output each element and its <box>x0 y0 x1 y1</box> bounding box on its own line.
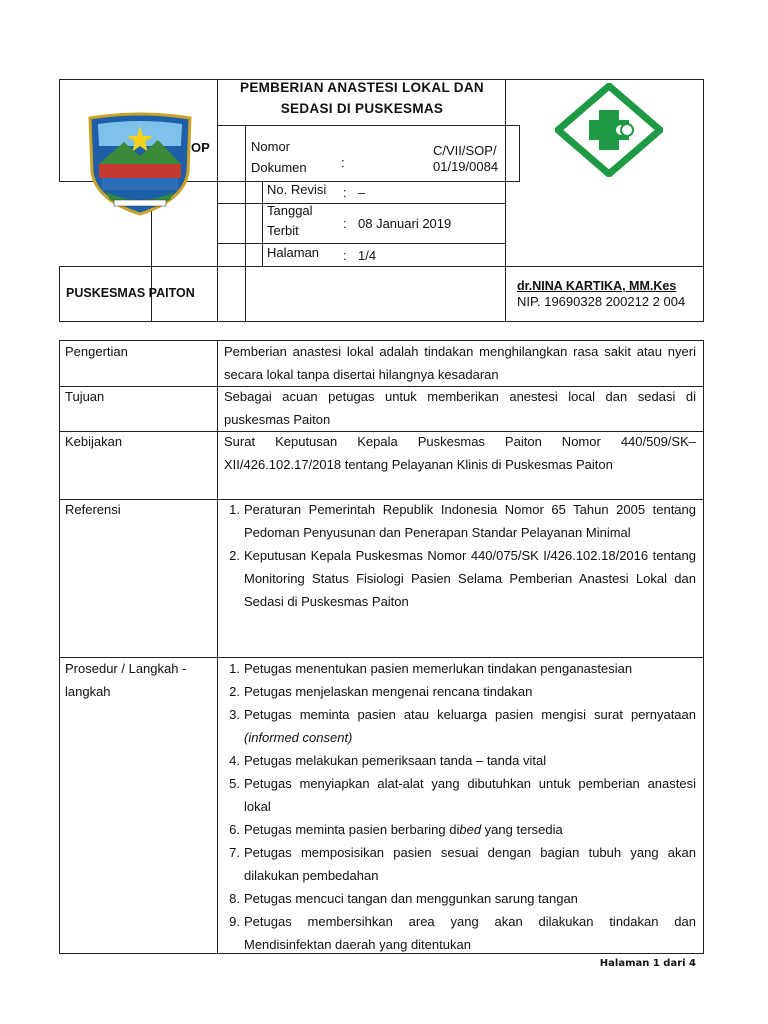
terbit-label: Terbit <box>267 223 299 238</box>
halaman-label: Halaman <box>267 245 320 260</box>
list-item <box>218 544 696 613</box>
header-bottom-border <box>59 321 704 322</box>
nomor-value-1: C/VII/SOP/ <box>433 143 497 158</box>
list-item-number: 8. <box>229 891 240 906</box>
nomor-label: Nomor <box>251 139 291 154</box>
revisi-colon: : <box>343 185 347 200</box>
halaman-value: 1/4 <box>358 248 377 263</box>
prosedur-list <box>218 657 696 956</box>
halaman-colon: : <box>343 248 347 263</box>
list-item <box>218 887 696 910</box>
list-item-text: Keputusan Kepala Puskesmas Nomor 440/075/SK I/426.102.18/2016 tentang Monitoring Status Fisiologi Pasien Selama Pemberian Anastesi Lokal dan Sedasi di Puskesmas Paiton <box>244 548 696 609</box>
list-item-text: Petugas menyiapkan alat-alat yang dibutuhkan untuk pemberian anastesi lokal <box>244 776 696 814</box>
list-item-italic-text: bed <box>459 822 482 837</box>
list-item-number: 7. <box>229 845 240 860</box>
referensi-list <box>218 498 696 613</box>
list-item-number: 2. <box>229 684 240 699</box>
header-left-border <box>59 79 60 182</box>
tanggal-value: 08 Januari 2019 <box>358 216 452 231</box>
puskesmas-logo-icon <box>555 83 663 177</box>
list-item-number: 4. <box>229 753 240 768</box>
page-number-footer: Halaman 1 dari 4 <box>599 958 696 969</box>
prosedur-label-line-1: Prosedur / Langkah - <box>65 661 187 676</box>
regional-emblem-icon <box>84 112 196 216</box>
document-title-line-1: PEMBERIAN ANASTESI LOKAL DAN <box>240 80 484 95</box>
sop-label: OP <box>191 140 210 155</box>
list-item-number: 3. <box>229 707 240 722</box>
prosedur-label-line-2: langkah <box>65 684 111 699</box>
title-bottom-line <box>217 125 520 126</box>
list-item-text: Petugas meminta pasien berbaring di <box>244 822 460 837</box>
signer-left-border <box>505 266 506 322</box>
tanggal-colon: : <box>343 216 347 231</box>
dokumen-label: Dokumen <box>251 160 307 175</box>
table-right-border <box>703 340 704 954</box>
list-item-text: Petugas menentukan pasien memerlukan tindakan penganastesian <box>244 661 633 676</box>
list-item-text: Petugas menjelaskan mengenai rencana tindakan <box>244 684 533 699</box>
revisi-bottom-line <box>217 203 506 204</box>
puskesmas-row-top-border <box>59 266 704 267</box>
puskesmas-name: PUSKESMAS PAITON <box>66 286 195 300</box>
pengertian-text: Pemberian anastesi lokal adalah tindakan menghilangkan rasa sakit atau nyeri secara lokal tanpa disertai hilangnya kesadaran <box>224 344 696 382</box>
info-col-line-2 <box>262 181 263 266</box>
referensi-label: Referensi <box>65 502 121 517</box>
logo-column-line <box>151 201 152 322</box>
nomor-value-2: 01/19/0084 <box>433 159 499 174</box>
list-item <box>218 657 696 680</box>
list-item-text: Petugas melakukan pemeriksaan tanda – tanda vital <box>244 753 547 768</box>
signer-nip: NIP. 19690328 200212 2 004 <box>517 294 686 309</box>
signer-name: dr.NINA KARTIKA, MM.Kes <box>517 279 677 293</box>
nomor-colon: : <box>341 155 345 170</box>
tujuan-text: Sebagai acuan petugas untuk memberikan anestesi local dan sedasi di puskesmas Paiton <box>224 389 696 427</box>
list-item-text: Petugas meminta pasien atau keluarga pasien mengisi surat pernyataan <box>244 707 696 722</box>
list-item-number: 2. <box>229 548 240 563</box>
list-item <box>218 910 696 956</box>
list-item-text-after: yang tersedia <box>481 822 563 837</box>
list-item-italic-text: (informed consent) <box>244 730 353 745</box>
list-item-text: Petugas mencuci tangan dan menggunkan sarung tangan <box>244 891 578 906</box>
header-left-border-lower <box>59 266 60 322</box>
list-item-number: 1. <box>229 502 240 517</box>
list-item <box>218 772 696 818</box>
list-item-number: 9. <box>229 914 240 929</box>
list-item-number: 6. <box>229 822 240 837</box>
list-item-text: Petugas memposisikan pasien sesuai dengan bagian tubuh yang akan dilakukan pembedahan <box>244 845 696 883</box>
kebijakan-label: Kebijakan <box>65 434 123 449</box>
kebijakan-text: Surat Keputusan Kepala Puskesmas Paiton Nomor 440/509/SK–XII/426.102.17/2018 tentang Pelayanan Klinis di Puskesmas Paiton <box>224 434 696 472</box>
header-right-border <box>703 79 704 322</box>
document-title-line-2: SEDASI DI PUSKESMAS <box>280 101 444 116</box>
list-item <box>218 680 696 703</box>
tanggal-bottom-line <box>217 243 506 244</box>
list-item-text: Petugas membersihkan area yang akan dilakukan tindakan dan Mendisinfektan daerah yang ditentukan <box>244 914 696 952</box>
list-item-text: Peraturan Pemerintah Republik Indonesia Nomor 65 Tahun 2005 tentang Pedoman Penyusunan dan Penerapan Standar Pelayanan Minimal <box>244 502 696 540</box>
list-item <box>218 749 696 772</box>
list-item <box>218 703 696 749</box>
pengertian-label: Pengertian <box>65 344 128 359</box>
revisi-value: – <box>358 185 366 200</box>
list-item-number: 5. <box>229 776 240 791</box>
tujuan-label: Tujuan <box>65 389 105 404</box>
table-left-border <box>59 340 60 954</box>
info-col-line-1 <box>245 125 246 322</box>
list-item <box>218 498 696 544</box>
revisi-label: No. Revisi <box>267 182 327 197</box>
nomor-bottom-line <box>217 181 520 182</box>
list-item <box>218 841 696 887</box>
info-right-border <box>519 125 520 182</box>
list-item-number: 1. <box>229 661 240 676</box>
list-item <box>218 818 696 841</box>
tanggal-label: Tanggal <box>267 203 313 218</box>
